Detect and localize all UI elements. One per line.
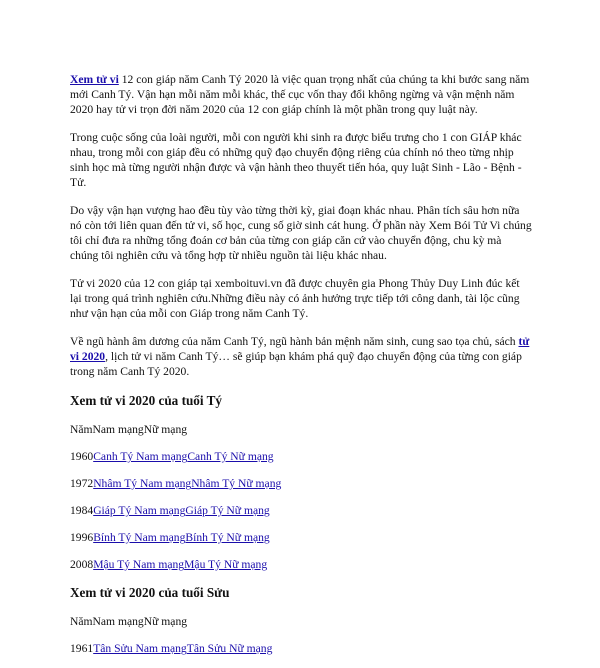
female-link[interactable]: Mậu Tý Nữ mạng <box>184 558 268 571</box>
female-link[interactable]: Tân Sửu Nữ mạng <box>186 642 273 655</box>
year-cell: 1961 <box>70 642 94 655</box>
paragraph-4: Tử vi 2020 của 12 con giáp tại xemboituvi.vn đã được chuyên gia Phong Thủy Duy Linh đúc kết lại trong quá trình nghiên cứu.Những điều này có ảnh hưởng trực tiếp tới công danh, tài lộc cũng như vận hạn của mỗi con Giáp trong năm Canh Tý. <box>70 277 520 320</box>
para5-after: , lịch tử vi năm Canh Tý… sẽ giúp bạn khám phá quỹ đạo chuyển động của từng con giáp trong năm Canh Tý 2020. <box>70 350 522 378</box>
header-row-suu: NămNam mạngNữ mạng <box>70 615 188 628</box>
female-link[interactable]: Canh Tý Nữ mạng <box>187 450 274 463</box>
article-body <box>70 72 532 668</box>
table-row <box>70 449 532 464</box>
section-heading-ty: Xem tử vi 2020 của tuổi Tý <box>70 393 222 408</box>
male-link[interactable]: Mậu Tý Nam mạng <box>93 558 185 571</box>
paragraph-3: Do vậy vận hạn vượng hao đều tùy vào từng thời kỳ, giai đoạn khác nhau. Phân tích sâu hơn nữa nó còn tới liên quan đến tử vi, số học, cung số giờ sinh cát hung. Ở phần này Xem Bói Tử Vi chúng tôi chỉ đưa ra những tổng đoán cơ bản của từng con giáp căn cứ vào chuyển động, chu kỳ mà chúng tôi nghiên cứu và tổng hợp từ nhiều nguồn tài liệu khác nhau. <box>70 204 532 262</box>
para5-before: Về ngũ hành âm dương của năm Canh Tý, ngũ hành bản mệnh năm sinh, cung sao tọa chủ, sách <box>70 335 519 348</box>
year-cell: 1972 <box>70 477 94 490</box>
table-row <box>70 557 532 572</box>
year-cell: 1960 <box>70 450 94 463</box>
tu-vi-2020-link[interactable]: tử vi 2020 <box>70 335 530 363</box>
year-cell: 2008 <box>70 558 94 571</box>
intro-text: 12 con giáp năm Canh Tý 2020 là việc quan trọng nhất của chúng ta khi bước sang năm mới Canh Tý. Vận hạn mỗi năm mỗi khác, thế cục vốn thay đổi không ngừng và vận mệnh năm 2020 hay tử vi trọn đời năm 2020 của 12 con giáp chính là một phần trong quy luật này. <box>70 73 530 116</box>
female-link[interactable]: Giáp Tý Nữ mạng <box>185 504 270 517</box>
table-row <box>70 530 532 545</box>
year-cell: 1996 <box>70 531 94 544</box>
table-row <box>70 476 532 491</box>
section-heading-suu: Xem tử vi 2020 của tuổi Sửu <box>70 585 230 600</box>
table-row <box>70 503 532 518</box>
female-link[interactable]: Nhâm Tý Nữ mạng <box>191 477 282 490</box>
xem-tu-vi-link[interactable]: Xem tử vi <box>70 73 119 86</box>
male-link[interactable]: Bính Tý Nam mạng <box>93 531 186 544</box>
male-link[interactable]: Nhâm Tý Nam mạng <box>93 477 192 490</box>
table-row <box>70 641 532 656</box>
male-link[interactable]: Giáp Tý Nam mạng <box>93 504 186 517</box>
female-link[interactable]: Bính Tý Nữ mạng <box>185 531 270 544</box>
male-link[interactable]: Tân Sửu Nam mạng <box>93 642 187 655</box>
header-row-ty: NămNam mạngNữ mạng <box>70 423 188 436</box>
male-link[interactable]: Canh Tý Nam mạng <box>93 450 188 463</box>
paragraph-2: Trong cuộc sống của loài người, mỗi con người khi sinh ra được biểu trưng cho 1 con GIÁP khác nhau, trong mỗi con giáp đều có những quỹ đạo chuyển động riêng của chính nó theo từng nhịp sinh học mà từng người nhận được và vận hành theo thuyết tiến hóa, quy luật Sinh - Lão - Bệnh - Tử. <box>70 131 522 189</box>
intro-paragraph <box>70 72 532 117</box>
paragraph-5 <box>70 334 532 379</box>
year-cell: 1984 <box>70 504 94 517</box>
